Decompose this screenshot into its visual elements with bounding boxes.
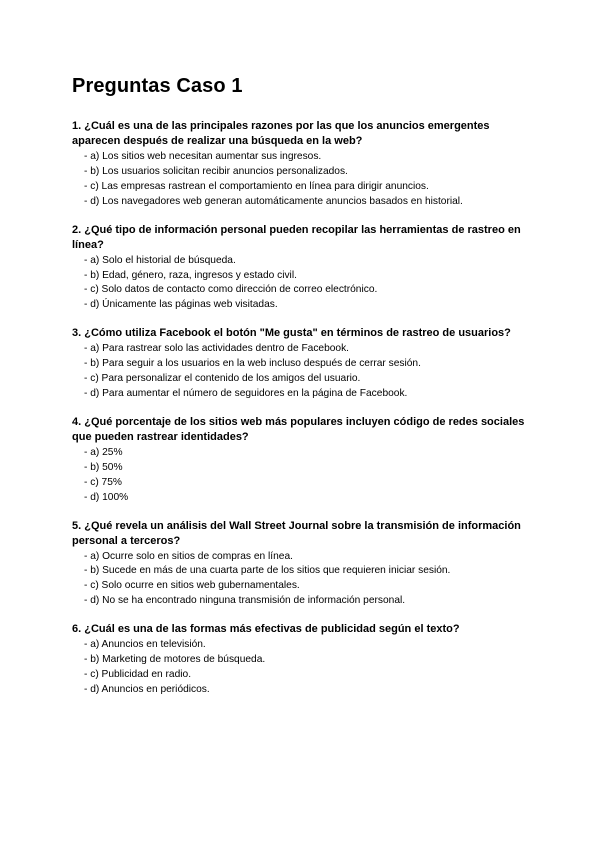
option-b: - b) Los usuarios solicitan recibir anuncios personalizados. xyxy=(84,165,348,177)
option-d: - d) Los navegadores web generan automáticamente anuncios basados en historial. xyxy=(84,195,463,207)
option-list xyxy=(72,342,532,402)
question-text: 4. ¿Qué porcentaje de los sitios web más populares incluyen código de redes sociales que pueden rastrear identidades? xyxy=(72,415,525,443)
question-1 xyxy=(72,119,532,210)
question-3 xyxy=(72,326,532,402)
option-b: - b) Para seguir a los usuarios en la web incluso después de cerrar sesión. xyxy=(84,358,421,370)
question-text: 6. ¿Cuál es una de las formas más efectivas de publicidad según el texto? xyxy=(72,623,460,636)
option-a: - a) Anuncios en televisión. xyxy=(84,639,206,651)
option-a: - a) Ocurre solo en sitios de compras en línea. xyxy=(84,550,293,562)
option-c: - c) Solo ocurre en sitios web gubernamentales. xyxy=(84,580,300,592)
option-list xyxy=(72,150,532,210)
question-4 xyxy=(72,415,532,506)
option-d: - d) 100% xyxy=(84,491,129,503)
question-2 xyxy=(72,223,532,314)
option-list xyxy=(72,254,532,314)
option-list xyxy=(72,446,532,506)
option-d: - d) No se ha encontrado ninguna transmisión de información personal. xyxy=(84,595,406,607)
option-b: - b) Marketing de motores de búsqueda. xyxy=(84,654,266,666)
option-a: - a) 25% xyxy=(84,446,123,458)
question-text: 1. ¿Cuál es una de las principales razones por las que los anuncios emergentes aparecen después de realizar una búsqueda en la web? xyxy=(72,120,490,147)
option-c: - c) Las empresas rastrean el comportamiento en línea para dirigir anuncios. xyxy=(84,180,429,192)
option-list xyxy=(72,550,532,610)
option-a: - a) Solo el historial de búsqueda. xyxy=(84,254,236,266)
option-c: - c) 75% xyxy=(84,476,122,488)
option-d: - d) Anuncios en periódicos. xyxy=(84,683,210,695)
option-d: - d) Únicamente las páginas web visitadas. xyxy=(84,299,278,311)
option-c: - c) Publicidad en radio. xyxy=(84,668,192,680)
option-c: - c) Para personalizar el contenido de los amigos del usuario. xyxy=(84,373,361,385)
question-6 xyxy=(72,622,532,698)
option-b: - b) 50% xyxy=(84,461,123,473)
question-text: 5. ¿Qué revela un análisis del Wall Street Journal sobre la transmisión de información personal a terceros? xyxy=(72,519,521,547)
option-b: - b) Sucede en más de una cuarta parte de los sitios que requieren iniciar sesión. xyxy=(84,565,451,577)
question-5 xyxy=(72,519,532,610)
question-text: 3. ¿Cómo utiliza Facebook el botón "Me gusta" en términos de rastreo de usuarios? xyxy=(72,327,511,340)
option-d: - d) Para aumentar el número de seguidores en la página de Facebook. xyxy=(84,387,408,399)
option-a: - a) Los sitios web necesitan aumentar sus ingresos. xyxy=(84,151,322,162)
option-b: - b) Edad, género, raza, ingresos y estado civil. xyxy=(84,269,297,281)
option-a: - a) Para rastrear solo las actividades dentro de Facebook. xyxy=(84,343,350,355)
option-c: - c) Solo datos de contacto como dirección de correo electrónico. xyxy=(84,284,378,296)
page-title: Preguntas Caso 1 xyxy=(72,75,243,97)
option-list xyxy=(72,638,532,698)
question-list xyxy=(72,119,532,711)
question-text: 2. ¿Qué tipo de información personal pueden recopilar las herramientas de rastreo en línea? xyxy=(72,223,521,251)
